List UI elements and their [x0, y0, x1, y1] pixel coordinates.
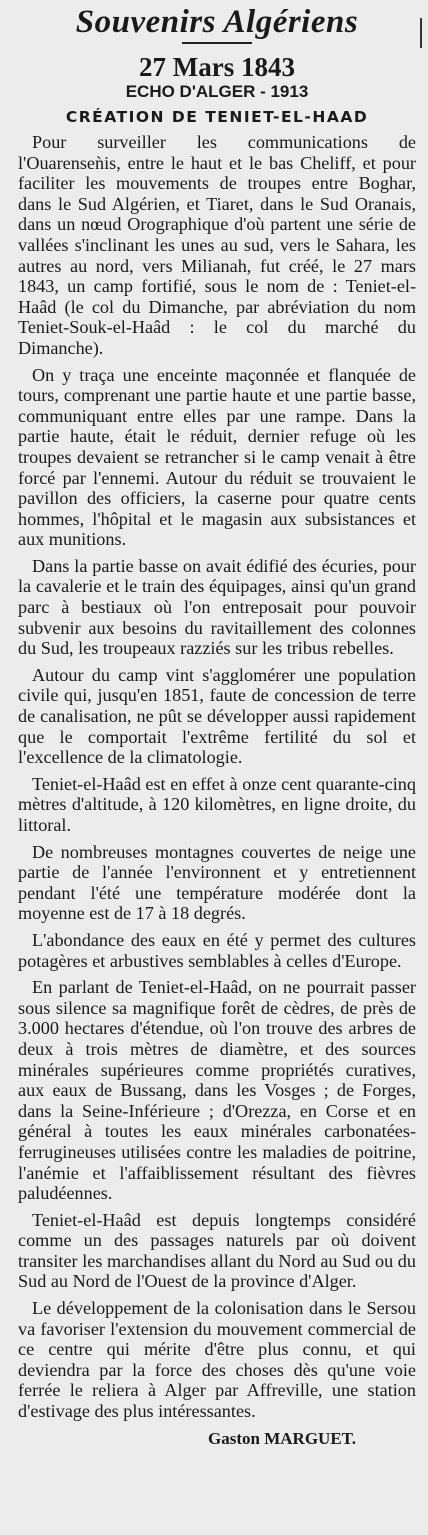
article-date: 27 Mars 1843	[139, 52, 295, 82]
author-signature: Gaston MARGUET.	[208, 1428, 356, 1448]
article-title: CRÉATION DE TENIET-EL-HAAD	[65, 108, 369, 126]
masthead-divider	[182, 42, 252, 44]
masthead: Souvenirs Algériens	[75, 4, 359, 40]
paragraph: Pour surveiller les communications de l'Ouarenseǹis, entre le haut et le bas Cheliff, et pour faciliter les mouvements de troupes entre Boghar, dans le Sud Algérien, et Tiaret, dans le Sud Oranais, dans un nœud Orographique d'où partent une série de vallées s'inclinant les unes au sud, vers le Sahara, les autres au nord, vers Milianah, fut créé, le 27 mars 1843, un camp fortifié, sous le nom de : Teniet-el-Haâd (le col du Dimanche, par abréviation du nom Teniet-Souk-el-Haâd : le col du marché du Dimanche).	[18, 132, 416, 358]
paragraph: En parlant de Teniet-el-Haâd, on ne pourrait passer sous silence sa magnifique forêt de cèdres, de près de 3.000 hectares d'étendue, où l'on trouve des arbres de deux à trois mètres de diamètre, et des sources minérales supérieures comme propriétés curatives, aux eaux de Bussang, dans les Vosges ; de Forges, dans la Seine-Inférieure ; d'Orezza, en Corse et en général à toutes les eaux minérales carbonatées-ferrugineuses utilisées contre les maladies de poitrine, l'anémie et l'affaiblissement résultant des fièvres paludéennes.	[18, 977, 416, 1204]
paragraph: Le développement de la colonisation dans le Sersou va favoriser l'extension du mouvement commercial de ce centre qui mérite d'être plus connu, et qui deviendra par la force des choses dès qu'une voie ferrée le reliera à Alger par Affreville, une station d'estivage des plus intéressantes.	[18, 1298, 416, 1422]
paragraph: Autour du camp vint s'agglomérer une population civile qui, jusqu'en 1851, faute de concession de terre de canalisation, ne pût se développer aussi rapidement que le comportait l'extrême fertilité du sol et l'excellence de la climatologie.	[18, 664, 416, 768]
column-rule	[420, 18, 422, 48]
article-source: ECHO D'ALGER - 1913	[125, 82, 309, 101]
paragraph: De nombreuses montagnes couvertes de neige une partie de l'année l'environnent et y entretiennent pendant l'été une température modérée dont la moyenne est de 17 à 18 degrés.	[18, 841, 416, 924]
paragraph: Teniet-el-Haâd est depuis longtemps considéré comme un des passages naturels par où doivent transiter les marchandises allant du Nord au Sud ou du Sud au Nord de l'Ouest de la province d'Alger.	[18, 1209, 416, 1292]
paragraph: L'abondance des eaux en été y permet des cultures potagères et arbustives semblables à celles d'Europe.	[18, 929, 416, 971]
paragraph: Dans la partie basse on avait édifié des écuries, pour la cavalerie et le train des équipages, ainsi qu'un grand parc à bestiaux où l'on entreposait pour pouvoir subvenir aux besoins du ravitaillement des colonnes du Sud, les troupeaux razziés sur les tribus rebelles.	[18, 555, 416, 659]
paragraph: On y traça une enceinte maçonnée et flanquée de tours, comprenant une partie haute et une partie basse, communiquant entre elles par une rampe. Dans la partie haute, était le réduit, dernier refuge où les troupes devaient se retrancher si le camp venait à être forcé par l'ennemi. Autour du réduit se trouvaient le pavillon des officiers, la caserne pour quatre cents hommes, l'hôpital et le magasin aux subsistances et aux munitions.	[18, 364, 416, 550]
article-body	[18, 132, 416, 1422]
paragraph: Teniet-el-Haâd est en effet à onze cent quarante-cinq mètres d'altitude, à 120 kilomètres, en ligne droite, du littoral.	[18, 773, 416, 835]
